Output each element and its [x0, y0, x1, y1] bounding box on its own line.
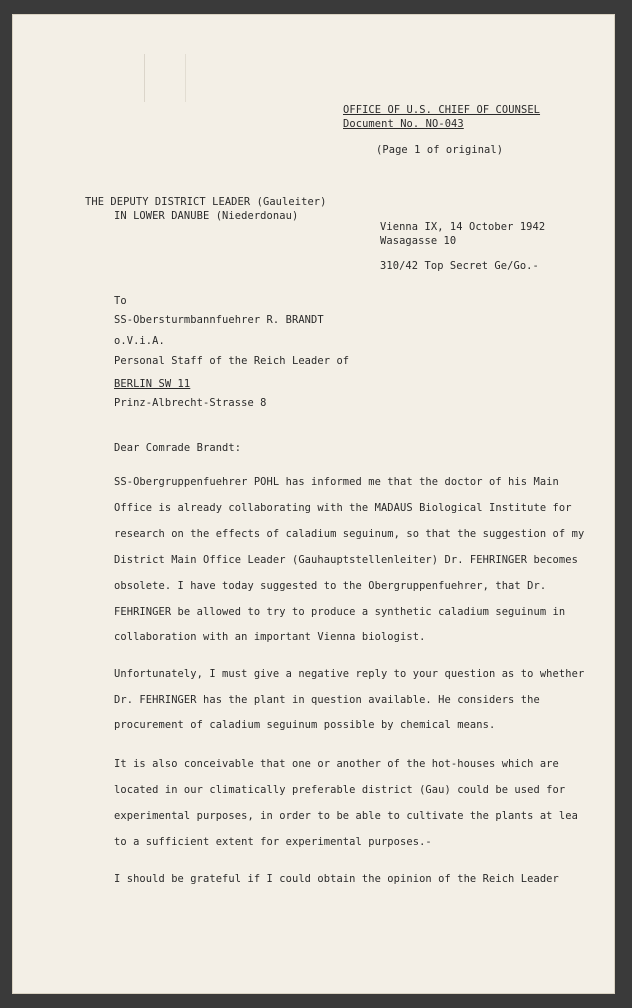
reference-line: 310/42 Top Secret Ge/Go.-	[380, 260, 539, 272]
body-line: located in our climatically preferable district (Gau) could be used for	[114, 784, 566, 796]
body-line: I should be grateful if I could obtain the opinion of the Reich Leader	[114, 873, 559, 885]
body-line: to a sufficient extent for experimental purposes.-	[114, 836, 432, 848]
addressee-ovia: o.V.i.A.	[114, 335, 165, 347]
sender-line-1: THE DEPUTY DISTRICT LEADER (Gauleiter)	[85, 196, 327, 208]
faint-pencil-mark	[144, 54, 186, 102]
page-note: (Page 1 of original)	[376, 144, 504, 156]
document-page	[12, 14, 615, 994]
document-number: Document No. NO-043	[343, 118, 464, 130]
date-line: Vienna IX, 14 October 1942	[380, 221, 546, 233]
street-line: Wasagasse 10	[380, 235, 457, 247]
body-line: It is also conceivable that one or another of the hot-houses which are	[114, 758, 559, 770]
addressee-city: BERLIN SW 11	[114, 378, 191, 390]
body-line: FEHRINGER be allowed to try to produce a synthetic caladium seguinum in	[114, 606, 566, 618]
body-line: collaboration with an important Vienna biologist.	[114, 631, 426, 643]
office-heading: OFFICE OF U.S. CHIEF OF COUNSEL	[343, 104, 541, 116]
body-line: experimental purposes, in order to be able to cultivate the plants at lea	[114, 810, 578, 822]
body-line: Dr. FEHRINGER has the plant in question available. He considers the	[114, 694, 540, 706]
addressee-to: To	[114, 295, 127, 307]
body-line: procurement of caladium seguinum possible by chemical means.	[114, 719, 496, 731]
salutation: Dear Comrade Brandt:	[114, 442, 242, 454]
body-line: District Main Office Leader (Gauhauptstellenleiter) Dr. FEHRINGER becomes	[114, 554, 578, 566]
addressee-street: Prinz-Albrecht-Strasse 8	[114, 397, 267, 409]
body-line: SS-Obergruppenfuehrer POHL has informed me that the doctor of his Main	[114, 476, 559, 488]
body-line: Office is already collaborating with the MADAUS Biological Institute for	[114, 502, 572, 514]
sender-line-2: IN LOWER DANUBE (Niederdonau)	[114, 210, 299, 222]
addressee-name: SS-Obersturmbannfuehrer R. BRANDT	[114, 314, 324, 326]
addressee-staff: Personal Staff of the Reich Leader of	[114, 355, 350, 367]
body-line: obsolete. I have today suggested to the Obergruppenfuehrer, that Dr.	[114, 580, 547, 592]
body-line: research on the effects of caladium seguinum, so that the suggestion of my	[114, 528, 585, 540]
body-line: Unfortunately, I must give a negative reply to your question as to whether	[114, 668, 585, 680]
